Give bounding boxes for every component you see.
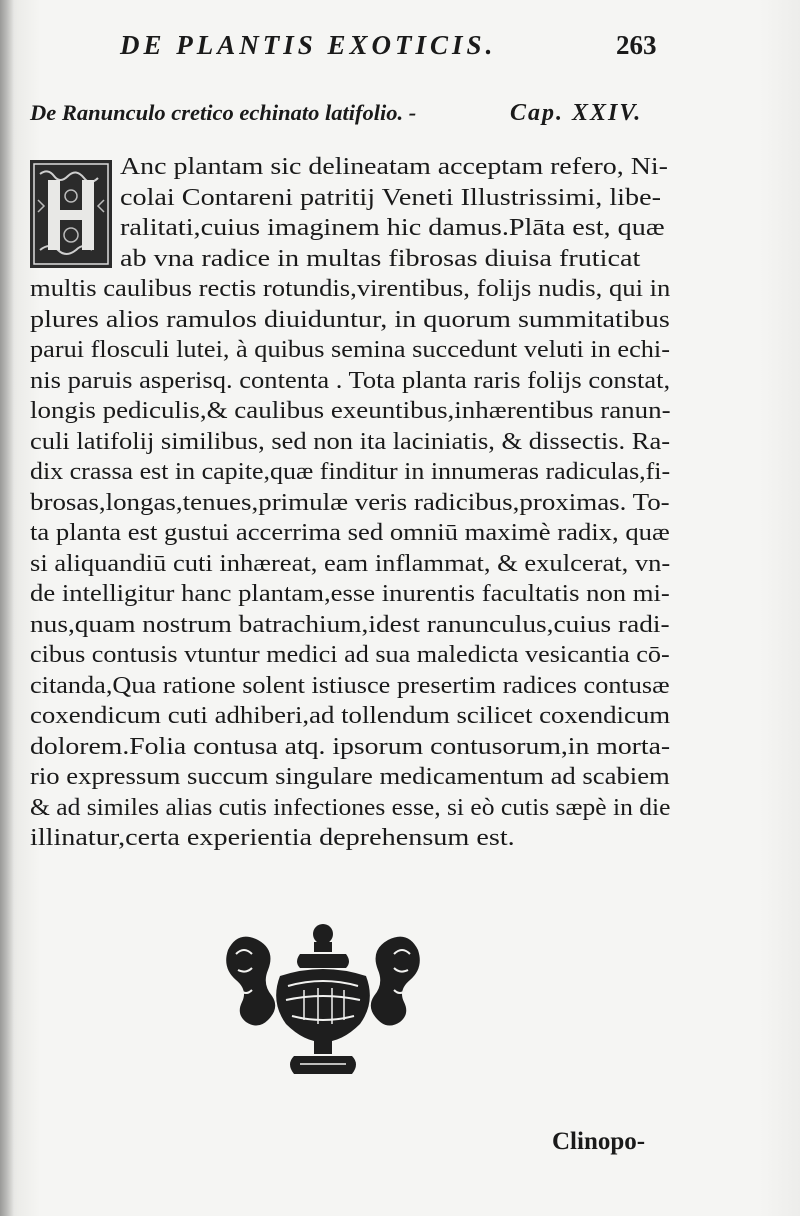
body-text-line: longis pediculis,& caulibus exeuntibus,inhærentibus ranun- xyxy=(30,397,671,424)
page-number: 263 xyxy=(616,30,657,60)
body-text-line: ralitati,cuius imaginem hic damus.Plāta est, quæ xyxy=(120,214,665,241)
gutter-shadow xyxy=(0,0,14,1216)
body-text-line: & ad similes alias cutis infectiones esse, si eò cutis sæpè in die xyxy=(30,793,671,821)
body-text-line: dix crassa est in capite,quæ finditur in innumeras radiculas,fi- xyxy=(30,458,671,485)
body-text-line: plures alios ramulos diuiduntur, in quorum summitatibus xyxy=(30,305,670,333)
body-text-line: nus,quam nostrum batrachium,idest ranunculus,cuius radi- xyxy=(30,610,670,638)
body-text-line: Anc plantam sic delineatam acceptam refero, Ni- xyxy=(120,153,668,180)
body-text-line: coxendicum cuti adhiberi,ad tollendum scilicet coxendicum xyxy=(30,702,671,729)
chapter-number: Cap. XXIV. xyxy=(510,100,643,126)
body-text-line: nis paruis asperisq. contenta . Tota planta raris folijs constat, xyxy=(30,366,671,394)
body-text-line: parui flosculi lutei, à quibus semina succedunt veluti in echi- xyxy=(30,336,671,363)
body-text-line: rio expressum succum singulare medicamentum ad scabiem xyxy=(30,763,670,790)
body-text-line: brosas,longas,tenues,primulæ veris radicibus,proximas. To- xyxy=(30,488,670,516)
body-text-line: illinatur,certa experientia deprehensum est. xyxy=(30,824,515,851)
chapter-title-text: De Ranunculo cretico echinato latifolio. - xyxy=(30,100,417,125)
body-text-line: si aliquandiū cuti inhæreat, eam inflammat, & exulcerat, vn- xyxy=(30,549,671,577)
body-text-line: ta planta est gustui accerrima sed omniū maximè radix, quæ xyxy=(30,519,670,546)
body-text-line: citanda,Qua ratione solent istiusce presertim radices contusæ xyxy=(30,671,670,699)
decorated-initial-h xyxy=(30,160,112,268)
catchword: Clinopo- xyxy=(552,1128,646,1155)
body-text-line: de intelligitur hanc plantam,esse inurentis facultatis non mi- xyxy=(30,580,670,607)
chapter-title xyxy=(30,100,643,126)
body-text-line: ab vna radice in multas fibrosas diuisa fruticat xyxy=(120,244,641,272)
body-text-line: cibus contusis vtuntur medici ad sua maledicta vesicantia cō- xyxy=(30,641,670,668)
body-text-line: multis caulibus rectis rotundis,virentibus, folijs nudis, qui in xyxy=(30,275,671,302)
body-text-line: dolorem.Folia contusa atq. ipsorum contusorum,in morta- xyxy=(30,732,671,760)
body-text-line: colai Contareni patritij Veneti Illustrissimi, libe- xyxy=(120,183,661,211)
running-head: DE PLANTIS EXOTICIS. xyxy=(120,30,497,60)
vase-ornament-icon xyxy=(218,920,428,1082)
body-text-line: culi latifolij similibus, sed non ita laciniatis, & dissectis. Ra- xyxy=(30,427,671,455)
woodcut-initial-icon xyxy=(30,160,112,268)
